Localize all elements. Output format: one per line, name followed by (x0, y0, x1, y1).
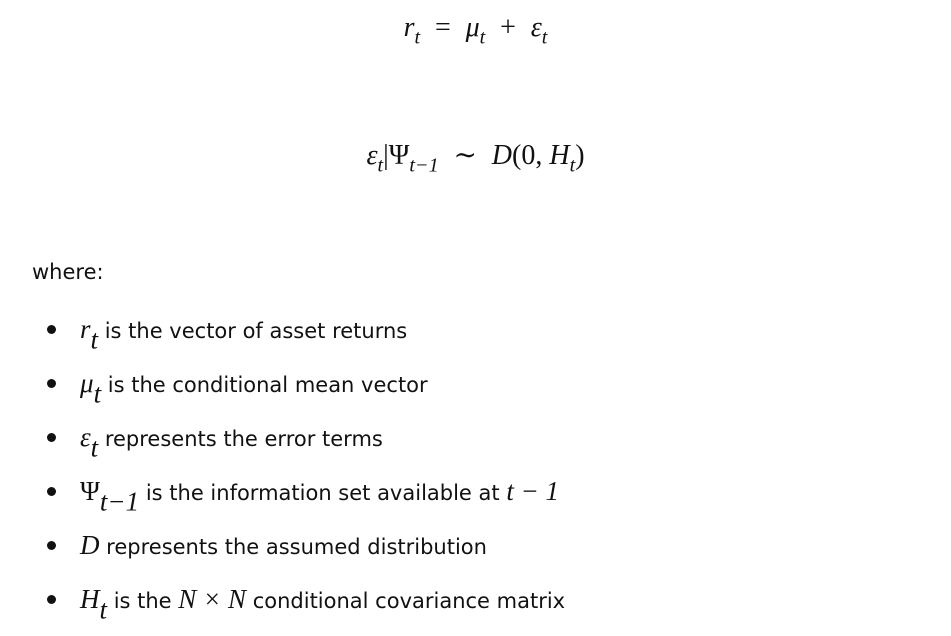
symbol-epsilon: ε (530, 12, 542, 43)
symbol-epsilon: ε (80, 422, 91, 452)
subscript: t−1 (99, 486, 140, 517)
list-item (0, 366, 951, 420)
subscript: t (414, 26, 421, 49)
definition-text: represents the error terms (98, 427, 383, 451)
equation-distribution (0, 138, 951, 177)
symbol-mu: μ (80, 368, 94, 398)
symbol-r: r (80, 314, 91, 344)
subscript: t (90, 432, 99, 463)
sim-sign: ∼ (453, 140, 477, 171)
symbol-d: D (491, 140, 513, 171)
subscript: t (99, 594, 108, 625)
intro-text: where: (32, 260, 104, 284)
symbol-h: H (80, 584, 100, 614)
subscript: t (93, 378, 102, 409)
symbol-epsilon: ε (366, 140, 378, 171)
equals-sign: = (434, 12, 451, 43)
definition-list (0, 312, 951, 636)
subscript: t−1 (409, 154, 439, 177)
definition-text: is the (107, 589, 179, 613)
time-expression: t − 1 (506, 476, 560, 506)
list-item (0, 582, 951, 636)
subscript: t (479, 26, 486, 49)
subscript: t (569, 154, 576, 177)
subscript: t (90, 324, 99, 355)
list-item (0, 474, 951, 528)
definition-text: represents the assumed distribution (99, 535, 487, 559)
args-close: ) (575, 140, 585, 171)
symbol-h: H (549, 140, 570, 171)
symbol-psi: Ψ (80, 476, 100, 506)
equation-returns (0, 12, 951, 49)
definition-text: is the vector of asset returns (98, 319, 408, 343)
plus-sign: + (500, 12, 516, 43)
symbol-mu: μ (465, 12, 480, 43)
subscript: t (541, 26, 548, 49)
list-item (0, 528, 951, 582)
definition-text-continued: conditional covariance matrix (246, 589, 566, 613)
list-item (0, 312, 951, 366)
definition-text: is the conditional mean vector (101, 373, 428, 397)
list-item (0, 420, 951, 474)
subscript: t (377, 154, 384, 177)
symbol-r: r (403, 12, 415, 43)
args-open: (0, (512, 140, 550, 171)
symbol-d: D (80, 530, 100, 560)
definition-text: is the information set available at (139, 481, 507, 505)
symbol-psi: Ψ (388, 140, 410, 171)
conditional-bar: | (383, 140, 389, 171)
dimension-expression: N × N (178, 584, 247, 614)
